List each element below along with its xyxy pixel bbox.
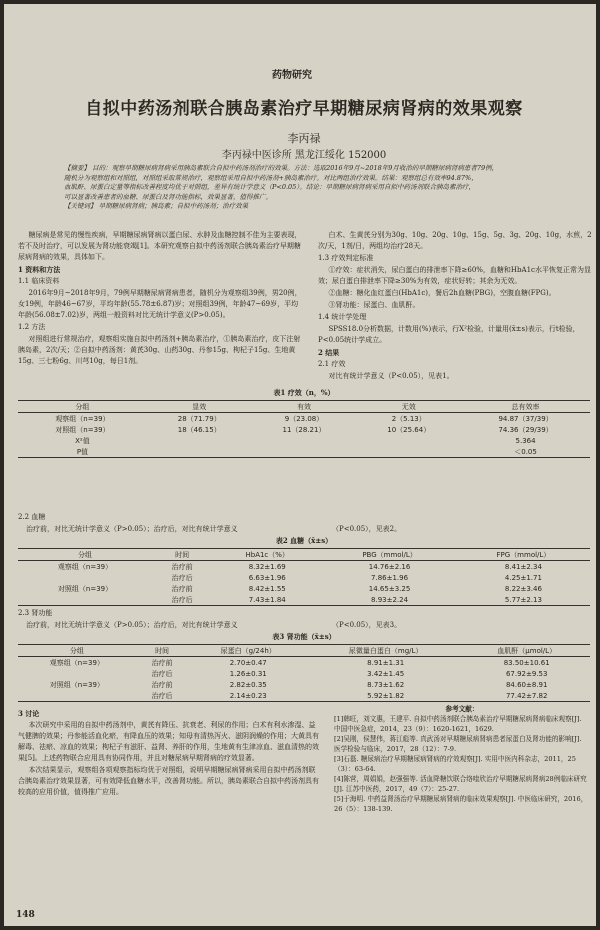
table-row bbox=[18, 679, 590, 690]
section-heading: 1 资料和方法 bbox=[18, 265, 61, 274]
section-2-3-tail: （P<0.05），见表3。 bbox=[332, 621, 402, 629]
table-cell: X²值 bbox=[75, 436, 90, 445]
table-row bbox=[18, 413, 590, 425]
author-affiliation: 李丙禄中医诊所 黑龙江绥化 152000 bbox=[221, 150, 387, 161]
table3-caption: 表3 肾功能（x̄±s） bbox=[272, 632, 336, 641]
table-header-cell: 分组 bbox=[78, 550, 93, 559]
table-cell: 6.63±1.96 bbox=[248, 573, 286, 582]
table-cell bbox=[18, 594, 152, 606]
paragraph: 糖尿病是常见的慢性疾病，早期糖尿病肾病以蛋白尿、水肿及血糖控制不佳为主要表现，若不及时治疗，可以发展为肾功能衰竭[1]。本研究观察自拟中药汤剂联合胰岛素治疗早期糖尿病肾病的效果，具体如下。 bbox=[18, 231, 302, 261]
section-label: 药物研究 bbox=[272, 70, 312, 81]
table-cell bbox=[18, 668, 136, 679]
table-header-cell: HbA1c（%） bbox=[245, 550, 289, 559]
table-cell: 5.364 bbox=[515, 436, 536, 445]
table-cell: 治疗后 bbox=[151, 669, 173, 678]
table-cell bbox=[252, 435, 357, 446]
table-row bbox=[18, 668, 590, 679]
table-row bbox=[18, 446, 590, 458]
keywords-line: 【关键词】 早期糖尿病肾病；胰岛素；自拟中药汤剂；治疗效果 bbox=[64, 202, 249, 210]
table2-caption: 表2 血糖（x̄±s） bbox=[275, 536, 333, 545]
table-cell: 8.32±1.69 bbox=[248, 562, 286, 571]
table-cell: 8.42±1.55 bbox=[248, 584, 286, 593]
paragraph: 本次研究中采用的自拟中药汤剂中，黄芪有降压、抗衰老、利尿的作用；白术有利水渗湿、益气健脾的效果；丹参能活血化瘀，有降血压的效果；知母有清热泻火、滋阴润燥的作用；大黄具有解毒、祛瘀、凉血的效果；枸杞子有滋肝、益肾、养肝的作用，生地黄有生津凉血、滋血清热的效果[5]。上述药物联合应用具有协同作用，并且对糖尿病早期肾病的疗效显著。 bbox=[18, 721, 319, 762]
reference-item: [1]韩旺，刘文惠，王建平. 自拟中药汤剂联合胰岛素治疗早期糖尿病肾病临床观察[J]. 中国中医急症，2014，23（9）：1620-1621，1629. bbox=[334, 715, 582, 733]
paragraph: ①疗效：症状消失，尿白蛋白的排泄率下降≥60%，血糖和HbA1c水平恢复正常为显效；尿白蛋白排泄率下降≥30%为有效，症状好转；其余为无效。 bbox=[318, 266, 591, 285]
table-row bbox=[18, 594, 590, 606]
table-cell bbox=[356, 446, 461, 458]
table-row bbox=[18, 572, 590, 583]
article-title: 自拟中药汤剂联合胰岛素治疗早期糖尿病肾病的效果观察 bbox=[85, 99, 523, 119]
right-column bbox=[318, 230, 592, 383]
table-cell: 28（71.79） bbox=[177, 414, 221, 423]
paragraph: ②血糖：糖化血红蛋白(HbA1c)，餐后2h血糖(PBG)，空腹血糖(FPG)。 bbox=[328, 289, 556, 297]
table-cell: 治疗后 bbox=[171, 595, 193, 604]
table-header-cell: 尿蛋白（g/24h） bbox=[220, 646, 276, 655]
section-heading: 2 结果 bbox=[318, 348, 340, 357]
table-cell: 观察组（n=39） bbox=[49, 658, 104, 667]
section-heading: 1.3 疗效判定标准 bbox=[318, 254, 374, 262]
table-cell: 对照组（n=39） bbox=[55, 425, 110, 434]
discussion-column bbox=[18, 708, 322, 799]
table-cell bbox=[18, 572, 152, 583]
reference-item: [2]吴刚，侯慧伟，蒋江彪等. 真武汤对早期糖尿病肾病患者尿蛋白及肾功能的影响[J]. 医学检验与临床，2017，28（12）：7-9. bbox=[334, 735, 582, 753]
abstract-line: 随机分为观察组和对照组，对照组采取常规治疗，观察组采用自拟中药汤剂+胰岛素治疗。对比两组治疗效果。结果：观察组总有效率94.87%， bbox=[64, 173, 478, 182]
table-cell: 14.65±3.25 bbox=[368, 584, 411, 593]
page-number: 148 bbox=[16, 910, 35, 920]
table-cell: 8.22±3.46 bbox=[504, 584, 542, 593]
table-cell: 8.93±2.24 bbox=[371, 595, 409, 604]
table-header-cell: 无效 bbox=[401, 402, 416, 411]
author-name: 李丙禄 bbox=[287, 132, 321, 145]
table-header-cell: 有效 bbox=[296, 402, 311, 411]
reference-item: [3]石磊. 糖尿病治疗早期糖尿病肾病的疗效观察[J]. 实用中医内科杂志，2011，25（3）：63-64. bbox=[334, 755, 576, 773]
table-row bbox=[18, 561, 590, 573]
table-cell: 8.41±2.34 bbox=[504, 562, 542, 571]
paragraph: 对比有统计学意义（P<0.05），见表1。 bbox=[328, 372, 454, 380]
table-header-cell: FPG（mmol/L） bbox=[496, 550, 551, 559]
left-column bbox=[18, 230, 304, 368]
table-cell: 观察组（n=39） bbox=[55, 414, 110, 423]
paragraph: 白术、生黄芪分别为30g、10g、20g、10g、15g、5g、3g、20g、10g，水煎，2次/天，1剂/日，两组均治疗28天。 bbox=[318, 231, 592, 250]
table-header-cell: 分组 bbox=[75, 402, 90, 411]
table-cell: 2（5.13） bbox=[391, 414, 426, 423]
table-cell: 8.91±1.31 bbox=[367, 658, 405, 667]
paragraph: ③肾功能：尿蛋白、血肌酐。 bbox=[328, 301, 420, 309]
section-heading: 1.2 方法 bbox=[18, 323, 46, 331]
table-cell: 4.25±1.71 bbox=[504, 573, 542, 582]
section-2-2-text: 治疗前，对比无统计学意义（P>0.05）；治疗后，对比有统计学意义 bbox=[26, 525, 238, 533]
table-cell: 94.87（37/39） bbox=[498, 414, 553, 423]
table-cell: 对照组（n=39） bbox=[49, 680, 104, 689]
journal-page bbox=[4, 4, 596, 926]
table-cell: 治疗后 bbox=[171, 573, 193, 582]
table-row bbox=[18, 657, 590, 669]
references bbox=[334, 704, 590, 814]
table-cell: 7.86±1.96 bbox=[371, 573, 409, 582]
section-2-2-heading: 2.2 血糖 bbox=[18, 513, 46, 521]
table-header-cell: 总有效率 bbox=[511, 402, 540, 411]
section-heading: 3 讨论 bbox=[18, 709, 40, 718]
table-header-cell: 显效 bbox=[192, 402, 207, 411]
table-cell: 7.43±1.84 bbox=[248, 595, 286, 604]
table-header-cell: 尿微量白蛋白（mg/L） bbox=[348, 646, 423, 655]
paragraph: 对照组进行常规治疗，观察组实施自拟中药汤剂+胰岛素治疗，①胰岛素治疗，皮下注射胰岛素，2次/天；②自拟中药汤剂：黄芪30g、山药30g、丹参15g、枸杞子15g、生地黄15g、三七粉6g、川芎10g，每日1剂。 bbox=[18, 335, 301, 365]
reference-item: [4]陈营，周娟娟，赵强强等. 活血降糖饮联合络喹欣治疗早期糖尿病肾病28例临床研究[J]. 江苏中医药，2017，49（7）：25-27. bbox=[334, 775, 587, 793]
paragraph: 本次结果显示，观察组各项观察指标均优于对照组，说明早期糖尿病肾病采用自拟中药汤剂联合胰岛素治疗效果显著，可有效降低血糖水平，改善肾功能。所以，胰岛素联合自拟中药汤剂具有较高的应用价值，值得推广应用。 bbox=[18, 766, 319, 796]
table-cell: 84.60±8.91 bbox=[505, 680, 548, 689]
table-cell bbox=[147, 435, 252, 446]
section-heading: 1.4 统计学处理 bbox=[318, 313, 367, 321]
table-cell: ＜0.05 bbox=[514, 447, 537, 456]
table-cell: 67.92±9.53 bbox=[505, 669, 548, 678]
table-cell: 5.77±2.13 bbox=[504, 595, 542, 604]
table-header-cell: 分组 bbox=[69, 646, 84, 655]
table-cell: 对照组（n=39） bbox=[57, 584, 113, 593]
table-cell: 2.70±0.47 bbox=[229, 658, 267, 667]
section-2-3-heading: 2.3 肾功能 bbox=[18, 609, 53, 617]
table-cell: 10（25.64） bbox=[387, 425, 431, 434]
table-cell bbox=[252, 446, 357, 458]
table-cell: 治疗前 bbox=[151, 680, 173, 689]
table-header-cell: 时间 bbox=[155, 646, 170, 655]
section-heading: 2.1 疗效 bbox=[318, 360, 346, 368]
table-cell: 8.73±1.62 bbox=[367, 680, 405, 689]
reference-item: [5]于海明. 中药益肾汤治疗早期糖尿病肾病的临床效果观察[J]. 中医临床研究，2016，26（5）：138-139. bbox=[334, 795, 588, 813]
table-cell: 治疗前 bbox=[171, 584, 193, 593]
table2 bbox=[18, 548, 590, 606]
table-row bbox=[18, 424, 590, 435]
table-cell: 9（23.08） bbox=[284, 414, 324, 423]
section-heading: 1.1 临床资料 bbox=[18, 277, 60, 285]
abstract-line: 【摘要】 目的：观察早期糖尿病肾病采用胰岛素联合自拟中药汤剂治疗的效果。方法：选取2016年9月~2018年9月收治的早期糖尿病肾病患者79例， bbox=[64, 164, 499, 172]
table1-caption: 表1 疗效（n，%） bbox=[273, 388, 335, 397]
abstract-line: 血肌酐、尿蛋白定量等指标改善程度均优于对照组，差异有统计学意义（P<0.05）。结论：早期糖尿病肾病采用自拟中药汤剂联合胰岛素治疗， bbox=[64, 183, 476, 191]
table-header-cell: 时间 bbox=[175, 550, 190, 559]
table-row bbox=[18, 583, 590, 594]
table1 bbox=[18, 400, 590, 458]
abstract bbox=[64, 164, 572, 212]
table-cell: 83.50±10.61 bbox=[503, 658, 550, 667]
paragraph: 2016年9月~2018年9月，79例早期糖尿病肾病患者，随机分为观察组39例，男20例，女19例，年龄46~67岁，平均年龄(55.78±6.87)岁；对照组39例，年龄47~69岁，平均年龄(56.08±7.02)岁，两组一般资料对比无统计学意义(P>0.05)。 bbox=[18, 289, 302, 319]
references-title: 参考文献： bbox=[445, 705, 479, 713]
table-cell: P值 bbox=[76, 447, 89, 456]
table-cell: 77.42±7.82 bbox=[505, 691, 548, 700]
table-cell: 2.14±0.23 bbox=[229, 691, 267, 700]
table-cell: 2.82±0.35 bbox=[229, 680, 267, 689]
table-cell: 14.76±2.16 bbox=[368, 562, 411, 571]
table-cell: 治疗后 bbox=[151, 691, 173, 700]
table-cell: 18（46.15） bbox=[177, 425, 221, 434]
table-cell: 治疗前 bbox=[151, 658, 173, 667]
table-cell: 11（28.21） bbox=[282, 425, 326, 434]
table3 bbox=[18, 644, 590, 702]
paragraph: SPSS18.0分析数据，计数用(%)表示，行X²检验，计量用(x̄±s)表示，行t检验，P<0.05统计学成立。 bbox=[318, 325, 580, 344]
abstract-line: 可以显著改善患者的血糖、尿蛋白及肾功能指标，效果显著，值得推广。 bbox=[64, 192, 272, 201]
table-cell: 3.42±1.45 bbox=[367, 669, 405, 678]
table-cell bbox=[356, 435, 461, 446]
table-cell bbox=[147, 446, 252, 458]
table-row bbox=[18, 435, 590, 446]
table-cell: 观察组（n=39） bbox=[57, 562, 113, 571]
section-2-3-text: 治疗前，对比无统计学意义（P>0.05）；治疗后，对比有统计学意义 bbox=[26, 621, 238, 629]
table-cell: 74.36（29/39） bbox=[498, 425, 553, 434]
table-cell: 5.92±1.82 bbox=[367, 691, 405, 700]
table-header-cell: 血肌酐（μmol/L） bbox=[497, 646, 557, 655]
table-cell: 治疗前 bbox=[171, 562, 193, 571]
table-cell bbox=[18, 690, 136, 702]
table-row bbox=[18, 690, 590, 702]
table-header-cell: PBG（mmol/L） bbox=[362, 550, 417, 559]
section-2-2-tail: （P<0.05），见表2。 bbox=[332, 525, 402, 533]
table-cell: 1.26±0.31 bbox=[229, 669, 267, 678]
